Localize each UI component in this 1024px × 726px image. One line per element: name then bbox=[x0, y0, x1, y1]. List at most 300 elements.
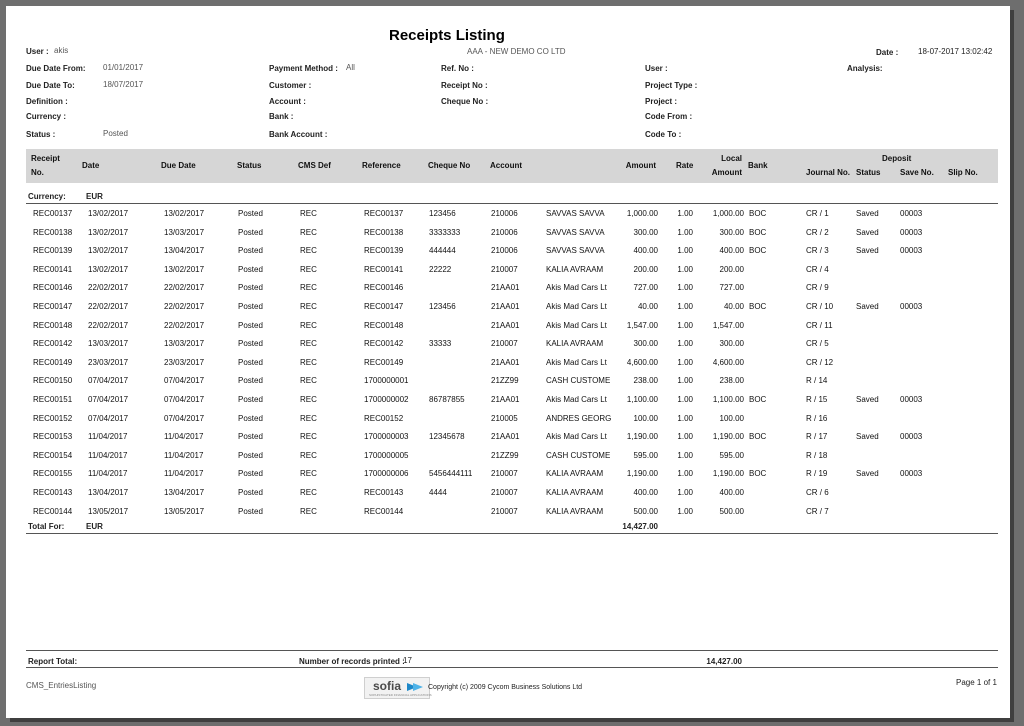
row-amount: 1,190.00 bbox=[626, 469, 658, 479]
row-local-amount: 400.00 bbox=[719, 488, 744, 497]
table-row bbox=[28, 414, 998, 432]
row-amount: 500.00 bbox=[633, 506, 658, 516]
row-status: Posted bbox=[238, 506, 263, 516]
row-reference: 1700000002 bbox=[364, 395, 409, 404]
row-date: 23/03/2017 bbox=[88, 357, 129, 367]
row-receipt-no: REC00144 bbox=[33, 506, 73, 516]
table-row bbox=[28, 451, 998, 469]
row-cms-def: REC bbox=[300, 413, 317, 423]
row-account-name: KALIA AVRAAM bbox=[546, 264, 604, 274]
report-title: Receipts Listing bbox=[389, 27, 505, 44]
row-deposit-status: Saved bbox=[856, 469, 879, 479]
code-from-label: Code From : bbox=[645, 112, 693, 121]
row-cheque-no: 444444 bbox=[429, 246, 456, 256]
row-cheque-no: 22222 bbox=[429, 264, 452, 274]
company-name: AAA - NEW DEMO CO LTD bbox=[467, 47, 566, 56]
row-account-code: 210007 bbox=[491, 506, 518, 516]
row-rate: 1.00 bbox=[677, 395, 693, 404]
row-rate: 1.00 bbox=[677, 469, 693, 479]
row-date: 13/02/2017 bbox=[88, 246, 129, 256]
row-receipt-no: REC00141 bbox=[33, 264, 73, 274]
row-amount: 40.00 bbox=[637, 302, 658, 311]
row-reference: REC00144 bbox=[364, 506, 404, 516]
definition-label: Definition : bbox=[26, 97, 68, 106]
currency-group-value: EUR bbox=[86, 192, 103, 201]
table-row bbox=[28, 488, 998, 506]
row-journal-no: CR / 3 bbox=[806, 246, 829, 256]
row-account-name: Akis Mad Cars Lt bbox=[546, 432, 607, 442]
table-row bbox=[28, 283, 998, 301]
user-filter-label: User : bbox=[645, 64, 668, 73]
row-journal-no: CR / 11 bbox=[806, 320, 833, 330]
code-to-label: Code To : bbox=[645, 130, 682, 139]
row-local-amount: 200.00 bbox=[719, 264, 744, 274]
row-account-code: 210007 bbox=[491, 488, 518, 497]
row-amount: 400.00 bbox=[633, 246, 658, 256]
row-rate: 1.00 bbox=[677, 506, 693, 516]
records-label: Number of records printed : bbox=[299, 657, 405, 666]
table-row bbox=[28, 507, 998, 525]
col-reference: Reference bbox=[362, 161, 401, 170]
row-journal-no: CR / 2 bbox=[806, 227, 829, 237]
row-account-code: 210006 bbox=[491, 227, 518, 237]
row-account-code: 210007 bbox=[491, 469, 518, 479]
row-rate: 1.00 bbox=[677, 283, 693, 293]
col-local-amount: Local bbox=[721, 154, 742, 163]
row-cms-def: REC bbox=[300, 506, 317, 516]
currency-group-label: Currency: bbox=[28, 192, 66, 201]
row-receipt-no: REC00143 bbox=[33, 488, 73, 497]
row-account-code: 21AA01 bbox=[491, 432, 520, 442]
col-account: Account bbox=[490, 161, 522, 170]
total-for-amount: 14,427.00 bbox=[622, 522, 658, 531]
receipt-no-label: Receipt No : bbox=[441, 81, 488, 90]
row-account-name: SAVVAS SAVVA bbox=[546, 246, 605, 256]
status-label: Status : bbox=[26, 130, 56, 139]
cheque-no-label: Cheque No : bbox=[441, 97, 489, 106]
col-slip-no: Slip No. bbox=[948, 168, 978, 177]
table-row bbox=[28, 432, 998, 450]
report-total-label: Report Total: bbox=[28, 657, 78, 666]
row-cms-def: REC bbox=[300, 283, 317, 293]
table-row bbox=[28, 395, 998, 413]
row-rate: 1.00 bbox=[677, 432, 693, 442]
row-date: 07/04/2017 bbox=[88, 376, 129, 386]
row-cheque-no: 5456444111 bbox=[429, 469, 473, 479]
row-date: 13/05/2017 bbox=[88, 506, 129, 516]
user-label: User : bbox=[26, 47, 49, 56]
date-label: Date : bbox=[876, 48, 899, 57]
row-amount: 727.00 bbox=[633, 283, 658, 293]
row-due-date: 22/02/2017 bbox=[164, 320, 205, 330]
row-rate: 1.00 bbox=[677, 227, 693, 237]
row-cheque-no: 123456 bbox=[429, 302, 456, 311]
row-rate: 1.00 bbox=[677, 339, 693, 349]
row-amount: 1,000.00 bbox=[626, 209, 658, 218]
logo-tagline: SOPHISTICATED FINANCIAL APPLICATIONS bbox=[369, 693, 432, 697]
row-save-no: 00003 bbox=[900, 395, 923, 404]
row-cms-def: REC bbox=[300, 450, 317, 460]
status-value: Posted bbox=[103, 129, 128, 138]
row-receipt-no: REC00151 bbox=[33, 395, 73, 404]
row-journal-no: CR / 6 bbox=[806, 488, 829, 497]
table-header bbox=[26, 149, 998, 183]
row-due-date: 23/03/2017 bbox=[164, 357, 205, 367]
row-account-code: 210005 bbox=[491, 413, 518, 423]
row-deposit-status: Saved bbox=[856, 395, 879, 404]
user-value: akis bbox=[54, 46, 69, 55]
row-local-amount: 238.00 bbox=[719, 376, 744, 386]
row-rate: 1.00 bbox=[677, 357, 693, 367]
report-total-bottom-divider bbox=[26, 667, 998, 668]
row-bank: BOC bbox=[749, 469, 767, 479]
row-deposit-status: Saved bbox=[856, 209, 879, 218]
row-status: Posted bbox=[238, 264, 263, 274]
row-date: 22/02/2017 bbox=[88, 283, 129, 293]
row-due-date: 13/02/2017 bbox=[164, 209, 205, 218]
row-account-name: Akis Mad Cars Lt bbox=[546, 357, 607, 367]
table-row bbox=[28, 246, 998, 264]
row-local-amount: 1,190.00 bbox=[712, 432, 744, 442]
row-rate: 1.00 bbox=[677, 246, 693, 256]
row-cheque-no: 3333333 bbox=[429, 227, 461, 237]
col-save-no: Save No. bbox=[900, 168, 934, 177]
row-receipt-no: REC00150 bbox=[33, 376, 73, 386]
table-row bbox=[28, 265, 998, 283]
row-date: 22/02/2017 bbox=[88, 302, 129, 311]
row-journal-no: R / 15 bbox=[806, 395, 828, 404]
row-bank: BOC bbox=[749, 209, 767, 218]
row-cms-def: REC bbox=[300, 246, 317, 256]
row-receipt-no: REC00137 bbox=[33, 209, 73, 218]
row-account-code: 21AA01 bbox=[491, 320, 520, 330]
row-journal-no: CR / 5 bbox=[806, 339, 829, 349]
row-account-name: SAVVAS SAVVA bbox=[546, 209, 605, 218]
row-account-name: CASH CUSTOME bbox=[546, 450, 611, 460]
row-save-no: 00003 bbox=[900, 227, 923, 237]
row-status: Posted bbox=[238, 488, 263, 497]
row-local-amount: 1,547.00 bbox=[712, 320, 744, 330]
row-account-name: ANDRES GEORG bbox=[546, 413, 612, 423]
row-local-amount: 300.00 bbox=[719, 339, 744, 349]
row-local-amount: 4,600.00 bbox=[712, 357, 744, 367]
col-deposit: Deposit bbox=[882, 154, 912, 163]
row-local-amount: 1,000.00 bbox=[712, 209, 744, 218]
row-local-amount: 400.00 bbox=[719, 246, 744, 256]
table-row bbox=[28, 321, 998, 339]
row-status: Posted bbox=[238, 357, 263, 367]
row-deposit-status: Saved bbox=[856, 227, 879, 237]
row-receipt-no: REC00147 bbox=[33, 302, 73, 311]
row-account-name: Akis Mad Cars Lt bbox=[546, 283, 607, 293]
row-rate: 1.00 bbox=[677, 488, 693, 497]
row-reference: REC00149 bbox=[364, 357, 404, 367]
row-account-code: 210006 bbox=[491, 209, 518, 218]
row-reference: 1700000005 bbox=[364, 450, 409, 460]
row-rate: 1.00 bbox=[677, 264, 693, 274]
row-reference: REC00147 bbox=[364, 302, 404, 311]
row-receipt-no: REC00149 bbox=[33, 357, 73, 367]
row-local-amount: 500.00 bbox=[719, 506, 744, 516]
table-row bbox=[28, 302, 998, 320]
row-date: 11/04/2017 bbox=[88, 432, 128, 442]
report-name: CMS_EntriesListing bbox=[26, 681, 97, 690]
row-account-code: 210007 bbox=[491, 264, 518, 274]
date-value: 18-07-2017 13:02:42 bbox=[918, 47, 993, 56]
customer-label: Customer : bbox=[269, 81, 312, 90]
row-reference: REC00148 bbox=[364, 320, 404, 330]
row-receipt-no: REC00154 bbox=[33, 450, 73, 460]
payment-method-value: All bbox=[346, 63, 355, 72]
row-account-name: Akis Mad Cars Lt bbox=[546, 320, 607, 330]
row-cms-def: REC bbox=[300, 469, 317, 479]
row-receipt-no: REC00155 bbox=[33, 469, 73, 479]
table-row bbox=[28, 339, 998, 357]
row-status: Posted bbox=[238, 227, 263, 237]
row-reference: 1700000006 bbox=[364, 469, 409, 479]
row-date: 13/04/2017 bbox=[88, 488, 129, 497]
col-due-date: Due Date bbox=[161, 161, 196, 170]
row-status: Posted bbox=[238, 246, 263, 256]
due-from-label: Due Date From: bbox=[26, 64, 86, 73]
row-save-no: 00003 bbox=[900, 302, 923, 311]
row-status: Posted bbox=[238, 395, 263, 404]
row-rate: 1.00 bbox=[677, 376, 693, 386]
row-status: Posted bbox=[238, 469, 263, 479]
row-due-date: 07/04/2017 bbox=[164, 376, 205, 386]
row-due-date: 13/02/2017 bbox=[164, 264, 205, 274]
row-save-no: 00003 bbox=[900, 432, 923, 442]
row-local-amount: 100.00 bbox=[719, 413, 744, 423]
row-account-name: KALIA AVRAAM bbox=[546, 506, 604, 516]
row-cms-def: REC bbox=[300, 320, 317, 330]
row-rate: 1.00 bbox=[677, 320, 693, 330]
row-cms-def: REC bbox=[300, 488, 317, 497]
row-receipt-no: REC00153 bbox=[33, 432, 73, 442]
row-due-date: 11/04/2017 bbox=[164, 450, 204, 460]
row-reference: REC00141 bbox=[364, 264, 404, 274]
row-amount: 4,600.00 bbox=[626, 357, 658, 367]
col-receipt-no: Receipt bbox=[31, 154, 60, 163]
row-date: 11/04/2017 bbox=[88, 450, 128, 460]
row-account-code: 21ZZ99 bbox=[491, 376, 519, 386]
row-due-date: 13/03/2017 bbox=[164, 227, 205, 237]
row-amount: 1,190.00 bbox=[626, 432, 658, 442]
col-receipt-no-2: No. bbox=[31, 168, 44, 177]
row-bank: BOC bbox=[749, 395, 767, 404]
row-local-amount: 1,190.00 bbox=[712, 469, 744, 479]
row-status: Posted bbox=[238, 450, 263, 460]
project-label: Project : bbox=[645, 97, 678, 106]
row-cheque-no: 33333 bbox=[429, 339, 452, 349]
row-bank: BOC bbox=[749, 432, 767, 442]
row-amount: 200.00 bbox=[633, 264, 658, 274]
row-amount: 238.00 bbox=[633, 376, 658, 386]
col-cms-def: CMS Def bbox=[298, 161, 331, 170]
row-rate: 1.00 bbox=[677, 302, 693, 311]
row-cheque-no: 123456 bbox=[429, 209, 456, 218]
table-row bbox=[28, 358, 998, 376]
row-account-name: SAVVAS SAVVA bbox=[546, 227, 605, 237]
row-date: 22/02/2017 bbox=[88, 320, 129, 330]
due-to-label: Due Date To: bbox=[26, 81, 75, 90]
col-bank: Bank bbox=[748, 161, 768, 170]
row-status: Posted bbox=[238, 376, 263, 386]
row-due-date: 13/03/2017 bbox=[164, 339, 205, 349]
row-status: Posted bbox=[238, 339, 263, 349]
total-divider bbox=[26, 533, 998, 534]
currency-label: Currency : bbox=[26, 112, 67, 121]
row-receipt-no: REC00139 bbox=[33, 246, 73, 256]
row-status: Posted bbox=[238, 432, 263, 442]
row-journal-no: CR / 4 bbox=[806, 264, 829, 274]
sofia-logo bbox=[364, 677, 430, 699]
col-amount: Amount bbox=[625, 161, 656, 170]
row-receipt-no: REC00152 bbox=[33, 413, 73, 423]
row-due-date: 13/05/2017 bbox=[164, 506, 205, 516]
row-date: 11/04/2017 bbox=[88, 469, 128, 479]
logo-text: sofia bbox=[373, 679, 402, 693]
row-cms-def: REC bbox=[300, 339, 317, 349]
row-cms-def: REC bbox=[300, 209, 317, 218]
row-reference: REC00138 bbox=[364, 227, 404, 237]
row-account-code: 210006 bbox=[491, 246, 518, 256]
col-status: Status bbox=[237, 161, 262, 170]
row-rate: 1.00 bbox=[677, 413, 693, 423]
row-local-amount: 40.00 bbox=[723, 302, 744, 311]
row-receipt-no: REC00148 bbox=[33, 320, 73, 330]
row-journal-no: R / 17 bbox=[806, 432, 828, 442]
row-date: 07/04/2017 bbox=[88, 395, 129, 404]
copyright: Copyright (c) 2009 Cycom Business Solutions Ltd bbox=[428, 684, 583, 691]
row-journal-no: R / 19 bbox=[806, 469, 828, 479]
row-journal-no: CR / 1 bbox=[806, 209, 829, 218]
payment-method-label: Payment Method : bbox=[269, 64, 338, 73]
row-due-date: 13/04/2017 bbox=[164, 246, 205, 256]
row-reference: REC00139 bbox=[364, 246, 404, 256]
project-type-label: Project Type : bbox=[645, 81, 698, 90]
row-amount: 1,100.00 bbox=[626, 395, 658, 404]
row-deposit-status: Saved bbox=[856, 302, 879, 311]
row-amount: 400.00 bbox=[633, 488, 658, 497]
row-reference: REC00143 bbox=[364, 488, 404, 497]
col-journal-no: Journal No. bbox=[806, 168, 851, 177]
row-account-code: 21AA01 bbox=[491, 395, 520, 404]
row-amount: 100.00 bbox=[633, 413, 658, 423]
table-row bbox=[28, 209, 998, 227]
row-account-name: Akis Mad Cars Lt bbox=[546, 302, 607, 311]
row-receipt-no: REC00146 bbox=[33, 283, 73, 293]
account-label: Account : bbox=[269, 97, 306, 106]
row-date: 13/02/2017 bbox=[88, 209, 129, 218]
row-amount: 595.00 bbox=[633, 450, 658, 460]
col-local-amount-2: Amount bbox=[711, 168, 742, 177]
row-reference: 1700000003 bbox=[364, 432, 409, 442]
due-from-value: 01/01/2017 bbox=[103, 63, 144, 72]
row-local-amount: 595.00 bbox=[719, 450, 744, 460]
row-cms-def: REC bbox=[300, 432, 317, 442]
row-account-name: KALIA AVRAAM bbox=[546, 469, 604, 479]
row-bank: BOC bbox=[749, 227, 767, 237]
row-status: Posted bbox=[238, 302, 263, 311]
row-rate: 1.00 bbox=[677, 450, 693, 460]
row-cms-def: REC bbox=[300, 395, 317, 404]
records-count: 17 bbox=[403, 656, 412, 665]
page-info: Page 1 of 1 bbox=[956, 678, 997, 687]
row-save-no: 00003 bbox=[900, 209, 923, 218]
row-cms-def: REC bbox=[300, 376, 317, 386]
row-cms-def: REC bbox=[300, 227, 317, 237]
analysis-label: Analysis: bbox=[847, 64, 883, 73]
report-total-top-divider bbox=[26, 650, 998, 651]
row-status: Posted bbox=[238, 283, 263, 293]
row-account-code: 21AA01 bbox=[491, 357, 520, 367]
row-cms-def: REC bbox=[300, 357, 317, 367]
row-account-name: KALIA AVRAAM bbox=[546, 339, 604, 349]
grand-total: 14,427.00 bbox=[706, 657, 742, 666]
row-account-name: KALIA AVRAAM bbox=[546, 488, 604, 497]
row-save-no: 00003 bbox=[900, 469, 923, 479]
row-date: 13/02/2017 bbox=[88, 264, 129, 274]
row-account-name: CASH CUSTOME bbox=[546, 376, 611, 386]
row-reference: REC00146 bbox=[364, 283, 404, 293]
row-cms-def: REC bbox=[300, 264, 317, 274]
row-due-date: 22/02/2017 bbox=[164, 302, 205, 311]
row-cheque-no: 4444 bbox=[429, 488, 447, 497]
row-cms-def: REC bbox=[300, 302, 317, 311]
row-due-date: 11/04/2017 bbox=[164, 432, 204, 442]
row-journal-no: R / 18 bbox=[806, 450, 828, 460]
row-account-code: 21ZZ99 bbox=[491, 450, 519, 460]
row-due-date: 07/04/2017 bbox=[164, 395, 205, 404]
row-amount: 300.00 bbox=[633, 227, 658, 237]
row-reference: REC00137 bbox=[364, 209, 404, 218]
report-page bbox=[6, 6, 1010, 718]
row-due-date: 22/02/2017 bbox=[164, 283, 205, 293]
col-rate: Rate bbox=[676, 161, 694, 170]
row-due-date: 11/04/2017 bbox=[164, 469, 204, 479]
row-journal-no: R / 14 bbox=[806, 376, 828, 386]
row-due-date: 07/04/2017 bbox=[164, 413, 205, 423]
row-reference: REC00142 bbox=[364, 339, 404, 349]
table-row bbox=[28, 376, 998, 394]
ref-no-label: Ref. No : bbox=[441, 64, 474, 73]
row-amount: 300.00 bbox=[633, 339, 658, 349]
row-journal-no: CR / 12 bbox=[806, 357, 834, 367]
row-due-date: 13/04/2017 bbox=[164, 488, 205, 497]
row-save-no: 00003 bbox=[900, 246, 923, 256]
table-row bbox=[28, 228, 998, 246]
row-receipt-no: REC00142 bbox=[33, 339, 73, 349]
row-bank: BOC bbox=[749, 246, 767, 256]
row-local-amount: 300.00 bbox=[719, 227, 744, 237]
logo-arrow-icon bbox=[407, 682, 423, 692]
row-account-code: 21AA01 bbox=[491, 283, 520, 293]
row-account-code: 21AA01 bbox=[491, 302, 520, 311]
total-for-currency: EUR bbox=[86, 522, 103, 531]
row-journal-no: CR / 7 bbox=[806, 506, 829, 516]
row-journal-no: CR / 10 bbox=[806, 302, 834, 311]
total-for-label: Total For: bbox=[28, 522, 65, 531]
row-rate: 1.00 bbox=[677, 209, 693, 218]
row-deposit-status: Saved bbox=[856, 432, 879, 442]
row-receipt-no: REC00138 bbox=[33, 227, 73, 237]
row-journal-no: R / 16 bbox=[806, 413, 828, 423]
bank-account-label: Bank Account : bbox=[269, 130, 328, 139]
row-account-name: Akis Mad Cars Lt bbox=[546, 395, 607, 404]
row-deposit-status: Saved bbox=[856, 246, 879, 256]
row-bank: BOC bbox=[749, 302, 767, 311]
